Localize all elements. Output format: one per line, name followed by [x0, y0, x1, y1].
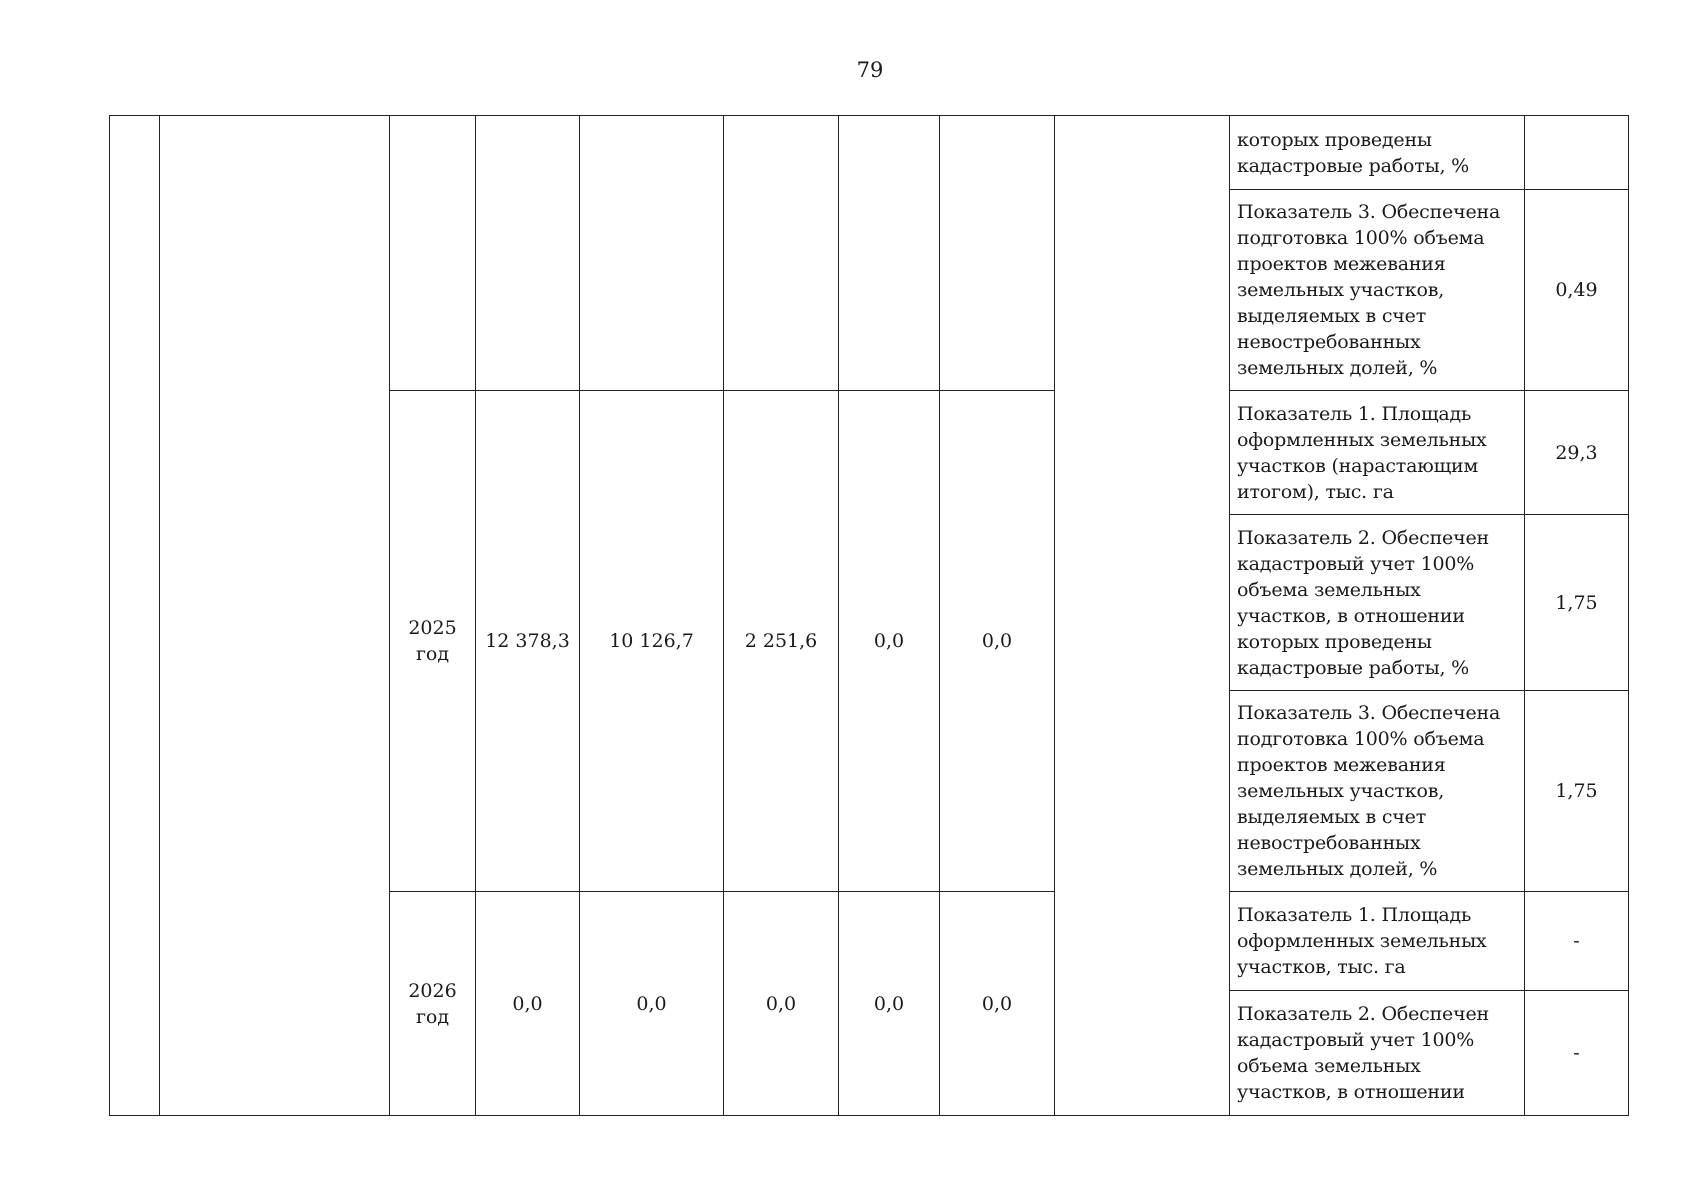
table-row [110, 116, 1629, 190]
executor-cell [1055, 116, 1230, 1116]
indicator-value: 0,49 [1525, 190, 1629, 391]
indicator-text: Показатель 1. Площадь оформленных земельных участков (нарастающим итогом), тыс. га [1230, 391, 1525, 515]
program-table [109, 115, 1629, 1116]
indicator-text: Показатель 2. Обеспечен кадастровый учет 100% объема земельных участков, в отношении которых проведены кадастровые работы, % [1230, 515, 1525, 691]
amount-total: 0,0 [476, 892, 580, 1116]
amount-cell: 0,0 [839, 391, 940, 892]
amount-cell: 0,0 [940, 892, 1055, 1116]
page-number: 79 [856, 58, 884, 82]
amount-total: 12 378,3 [476, 391, 580, 892]
indicator-text: Показатель 1. Площадь оформленных земельных участков, тыс. га [1230, 892, 1525, 991]
amount-cell [724, 116, 839, 391]
amount-cell [839, 116, 940, 391]
amount-cell [476, 116, 580, 391]
amount-cell: 0,0 [724, 892, 839, 1116]
indicator-value: 1,75 [1525, 691, 1629, 892]
indicator-value: 29,3 [1525, 391, 1629, 515]
indicator-text: которых проведены кадастровые работы, % [1230, 116, 1525, 190]
indicator-value: - [1525, 892, 1629, 991]
indicator-text: Показатель 3. Обеспечена подготовка 100% объема проектов межевания земельных участков, выделяемых в счет невостребованных земельных долей, % [1230, 190, 1525, 391]
year-cell [390, 116, 476, 391]
indicator-value: - [1525, 991, 1629, 1116]
indicator-text: Показатель 2. Обеспечен кадастровый учет 100% объема земельных участков, в отношении [1230, 991, 1525, 1116]
year-cell: 2025 год [390, 391, 476, 892]
amount-cell: 2 251,6 [724, 391, 839, 892]
indicator-value [1525, 116, 1629, 190]
amount-cell: 0,0 [839, 892, 940, 1116]
amount-cell: 10 126,7 [580, 391, 724, 892]
amount-cell [940, 116, 1055, 391]
amount-cell [580, 116, 724, 391]
indicator-value: 1,75 [1525, 515, 1629, 691]
amount-cell: 0,0 [580, 892, 724, 1116]
number-cell [110, 116, 160, 1116]
amount-cell: 0,0 [940, 391, 1055, 892]
year-cell: 2026 год [390, 892, 476, 1116]
indicator-text: Показатель 3. Обеспечена подготовка 100% объема проектов межевания земельных участков, выделяемых в счет невостребованных земельных долей, % [1230, 691, 1525, 892]
name-cell [160, 116, 390, 1116]
